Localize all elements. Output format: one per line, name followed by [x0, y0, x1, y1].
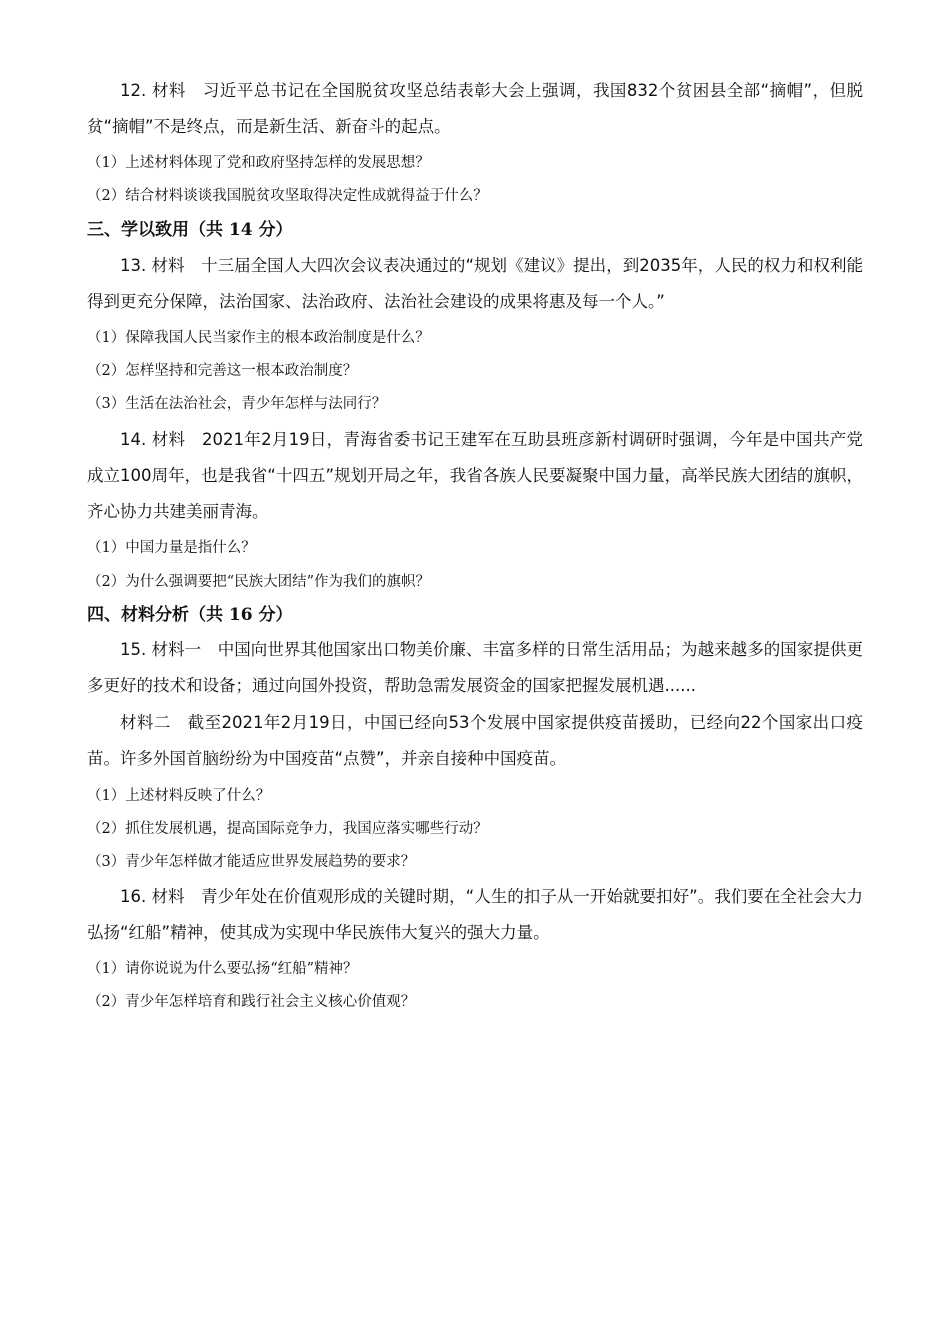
q15-stem1: 15. 材料一 中国向世界其他国家出口物美价廉、丰富多样的日常生活用品；为越来越多的国家提供更多更好的技术和设备；通过向国外投资，帮助急需发展资金的国家把握发展机遇......	[87, 640, 863, 695]
q12-stem: 12. 材料 习近平总书记在全国脱贫攻坚总结表彰大会上强调，我国832个贫困县全部“摘帽”，但脱贫“摘帽”不是终点，而是新生活、新奋斗的起点。	[87, 81, 863, 136]
q13-sub1: （1）保障我国人民当家作主的根本政治制度是什么？	[87, 330, 430, 346]
q12-sub1: （1）上述材料体现了党和政府坚持怎样的发展思想？	[87, 155, 430, 171]
q16-stem: 16. 材料 青少年处在价值观形成的关键时期，“人生的扣子从一开始就要扣好”。我们要在全社会大力弘扬“红船”精神，使其成为实现中华民族伟大复兴的强大力量。	[87, 887, 863, 942]
q16-sub2: （2）青少年怎样培育和践行社会主义核心价值观？	[87, 994, 416, 1010]
q15-sub2: （2）抓住发展机遇，提高国际竞争力，我国应落实哪些行动？	[87, 821, 488, 837]
q14-stem: 14. 材料 2021年2月19日，青海省委书记王建军在互助县班彦新村调研时强调，今年是中国共产党成立100周年，也是我省“十四五”规划开局之年，我省各族人民要凝聚中国力量，高举民族大团结的旗帜，齐心协力共建美丽青海。	[87, 430, 863, 521]
q13-stem: 13. 材料 十三届全国人大四次会议表决通过的“规划《建议》提出，到2035年，人民的权力和权利能得到更充分保障，法治国家、法治政府、法治社会建设的成果将惠及每一个人。”	[87, 256, 863, 311]
q16-sub1: （1）请你说说为什么要弘扬“红船”精神？	[87, 961, 358, 977]
q15-stem2: 材料二 截至2021年2月19日，中国已经向53个发展中国家提供疫苗援助，已经向22个国家出口疫苗。许多外国首脑纷纷为中国疫苗“点赞”，并亲自接种中国疫苗。	[87, 713, 863, 768]
q13-sub3: （3）生活在法治社会，青少年怎样与法同行？	[87, 396, 387, 412]
q13-sub2: （2）怎样坚持和完善这一根本政治制度？	[87, 363, 358, 379]
q15-sub1: （1）上述材料反映了什么？	[87, 788, 271, 804]
section3-heading: 三、学以致用（共 14 分）	[87, 220, 293, 240]
q14-sub1: （1）中国力量是指什么？	[87, 540, 256, 556]
section4-heading: 四、材料分析（共 16 分）	[87, 605, 293, 625]
q15-sub3: （3）青少年怎样做才能适应世界发展趋势的要求？	[87, 854, 416, 870]
q12-sub2: （2）结合材料谈谈我国脱贫攻坚取得决定性成就得益于什么？	[87, 188, 488, 204]
q14-sub2: （2）为什么强调要把“民族大团结”作为我们的旗帜？	[87, 574, 431, 590]
